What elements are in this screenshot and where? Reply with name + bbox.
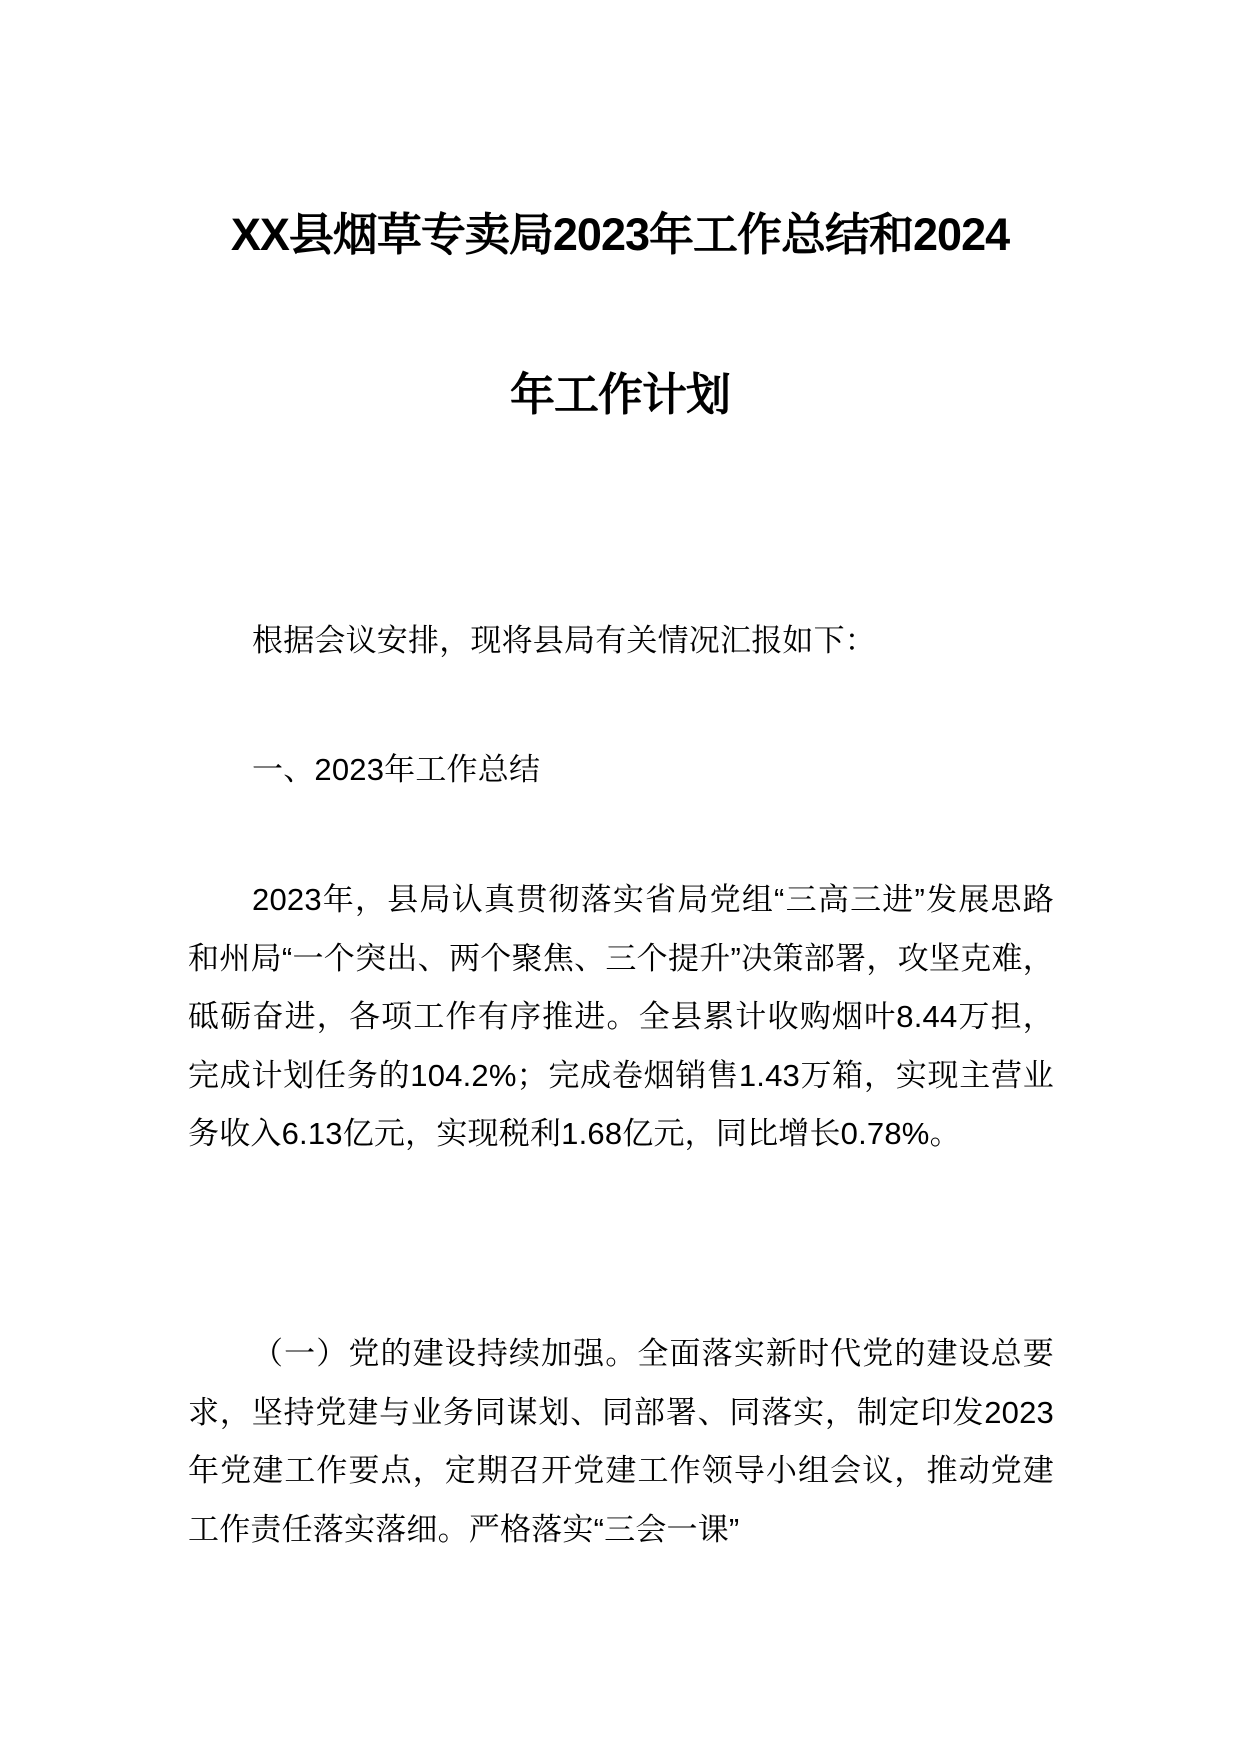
document-title: [150, 155, 1090, 475]
title-line-1: XX县烟草专卖局2023年工作总结和2024: [230, 209, 1010, 260]
party-building-paragraph: （一）党的建设持续加强。全面落实新时代党的建设总要求，坚持党建与业务同谋划、同部署、同落实，制定印发2023年党建工作要点，定期召开党建工作领导小组会议，推动党建工作责任落实落细。严格落实“三会一课”: [188, 1336, 1054, 1547]
intro-paragraph: 根据会议安排，现将县局有关情况汇报如下：: [252, 623, 876, 658]
summary-paragraph: 2023年，县局认真贯彻落实省局党组“三高三进”发展思路和州局“一个突出、两个聚焦、三个提升”决策部署，攻坚克难，砥砺奋进，各项工作有序推进。全县累计收购烟叶8.44万担，完成计划任务的104.2%；完成卷烟销售1.43万箱，实现主营业务收入6.13亿元，实现税利1.68亿元，同比增长0.78%。: [188, 882, 1054, 1152]
section-heading: 一、2023年工作总结: [252, 752, 541, 787]
title-line-2: 年工作计划: [509, 369, 730, 420]
